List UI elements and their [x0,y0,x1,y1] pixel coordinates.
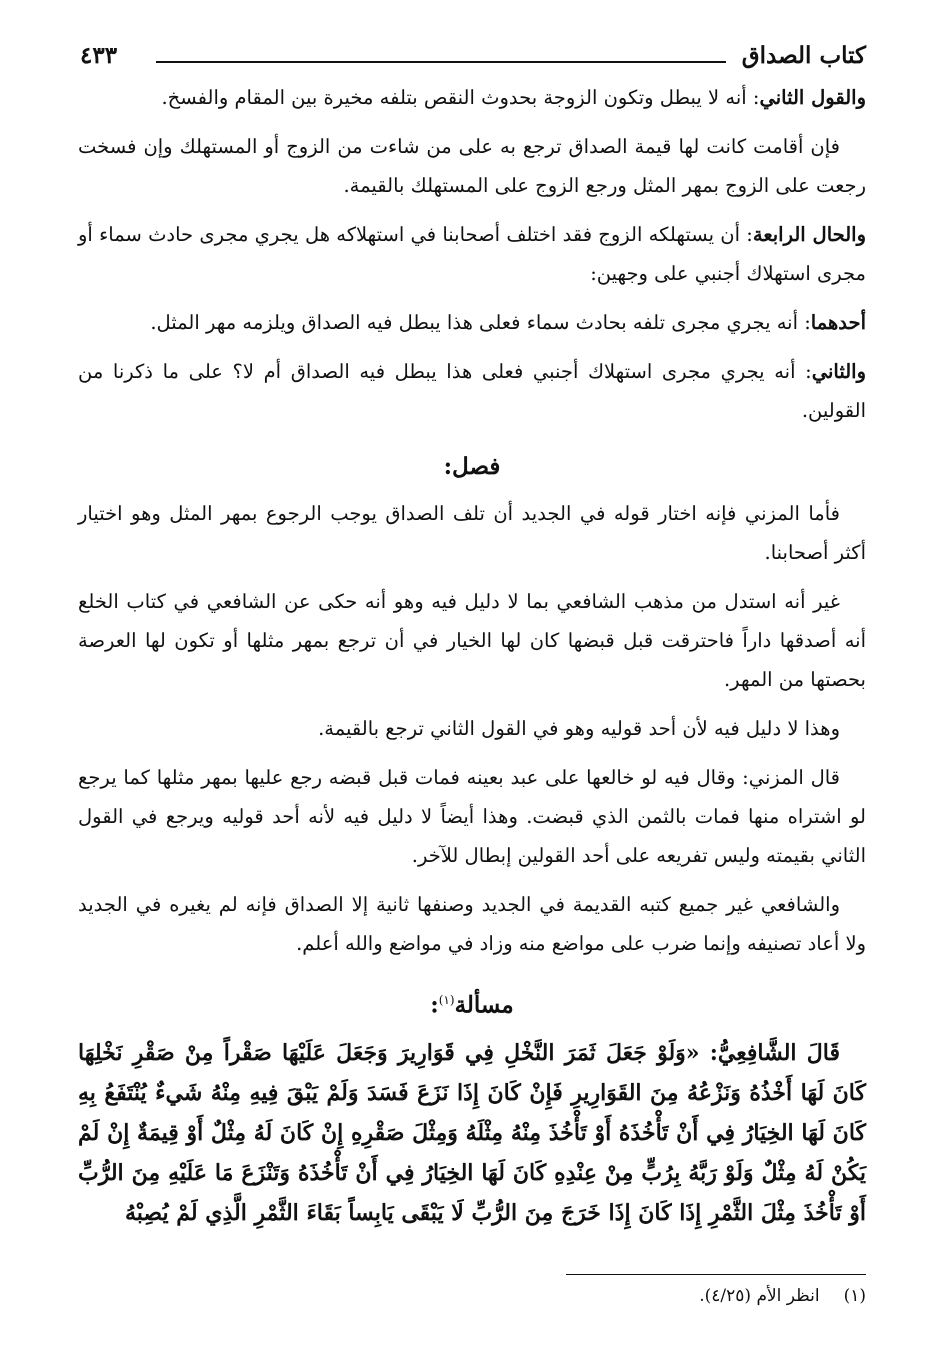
paragraph [78,215,866,293]
section-heading-masala [78,983,866,1023]
paragraph [78,78,866,117]
paragraph [78,127,866,205]
footnote-text: انظر الأم (٤/٢٥). [699,1286,820,1306]
paragraph [78,303,866,342]
footnote-marker[interactable]: (١) [438,993,455,1007]
paragraph-lead: والحال الرابعة [752,223,867,246]
paragraph-lead: والقول الثاني [759,86,866,109]
paragraph-text: : أن يستهلكه الزوج فقد اختلف أصحابنا في استهلاكه هل يجري مجرى حادث سماء أو مجرى استهلاك أجنبي على وجهين: [78,223,866,285]
paragraph-lead: أحدهما [810,311,866,334]
heading-colon: : [430,991,439,1019]
page [78,38,866,1338]
paragraph: فأما المزني فإنه اختار قوله في الجديد أن تلف الصداق يوجب الرجوع بمهر المثل وهو اختيار أكثر أصحابنا. [78,502,866,564]
paragraph-text: : أنه يجري مجرى تلفه بحادث سماء فعلى هذا يبطل فيه الصداق ويلزمه مهر المثل. [150,311,811,334]
paragraph: وهذا لا دليل فيه لأن أحد قوليه وهو في القول الثاني ترجع بالقيمة. [318,717,840,740]
paragraph: والشافعي غير جميع كتبه القديمة في الجديد وصنفها ثانية إلا الصداق فإنه لم يغيره في الجديد ولا أعاد تصنيفه وإنما ضرب على مواضع منه وزاد في مواضع والله أعلم. [78,893,866,955]
footnote [699,1286,866,1306]
paragraph: غير أنه استدل من مذهب الشافعي بما لا دليل فيه وهو أنه حكى عن الشافعي في كتاب الخلع أنه أصدقها داراً فاحترقت قبل قبضها كان لها الخيار في أن ترجع بمهر مثلها أو تكون لها العرصة بحصتها من المهر. [78,590,866,691]
masala-heading-text: مسألة [454,991,514,1019]
paragraph: قال المزني: وقال فيه لو خالعها على عبد بعينه فمات قبل قبضه رجع عليها بمهر مثلها كما يرجع لو اشتراه منها فمات بالثمن الذي قبضت. وهذا أيضاً لا دليل فيه لأنه أحد قوليه ويرجع في القول الثاني بقيمته وليس تفريعه على أحد القولين إبطال للآخر. [78,766,866,867]
paragraph [78,352,866,430]
running-head [78,38,866,78]
paragraph-text: فإن أقامت كانت لها قيمة الصداق ترجع به على من شاءت من الزوج أو المستهلك وإن فسخت رجعت على الزوج بمهر المثل ورجع الزوج على المستهلك بالقيمة. [78,135,866,197]
footnote-number: (١) [843,1286,866,1306]
book-title: كتاب الصداق [741,42,866,69]
paragraph-text: : أنه يجري مجرى استهلاك أجنبي فعلى هذا يبطل فيه الصداق أم لا؟ على ما ذكرنا من القولين. [78,360,866,422]
paragraph-text: : أنه لا يبطل وتكون الزوجة بحدوث النقص بتلفه مخيرة بين المقام والفسخ. [161,86,760,109]
footnote-rule [566,1274,866,1275]
shafii-quote: قَالَ الشَّافِعِيُّ: «وَلَوْ جَعَلَ ثَمَرَ النَّخْلِ فِي قَوَارِيرَ وَجَعَلَ عَلَيْهَا صَقْراً مِنْ صَقْرِ نَخْلِهَا كَانَ لَهَا أَخْذُهُ وَنَزْعُهُ مِنَ القَوَارِيرِ فَإِنْ كَانَ إِذَا نَزَعَ فَسَدَ وَلَمْ يَبْقَ فِيهِ مِنْهُ شَيءٌ يُنْتَفَعُ بِهِ كَانَ لَهَا الخِيَارُ فِي أَنْ تَأْخُذَهُ أَوْ تَأْخُذَ مِنْهُ مِثْلَهُ وَمِثْلَ صَقْرِهِ إِنْ كَانَ لَهُ مِثْلٌ أَوْ قِيمَةٌ إِنْ لَمْ يَكُنْ لَهُ مِثْلٌ وَلَوْ رَبَّهُ بِرُبٍّ مِنْ عِنْدِهِ كَانَ لَهَا الخِيَارُ فِي أَنْ تَأْخُذَهُ وَتَنْزَعَ مَا عَلَيْهِ مِنَ الرُّبِّ أَوْ تَأْخُذَ مِثْلَ الثَّمْرِ إِذَا كَانَ إِذَا خَرَجَ مِنَ الرُّبِّ لَا يَبْقَى يَابِساً بَقَاءَ الثَّمْرِ الَّذِي لَمْ يُصِبْهُ [78,1039,866,1226]
header-rule [156,61,726,63]
section-heading-fasl: فصل: [443,453,501,480]
paragraph-lead: والثاني [811,360,866,383]
page-number: ٤٣٣ [80,42,118,69]
